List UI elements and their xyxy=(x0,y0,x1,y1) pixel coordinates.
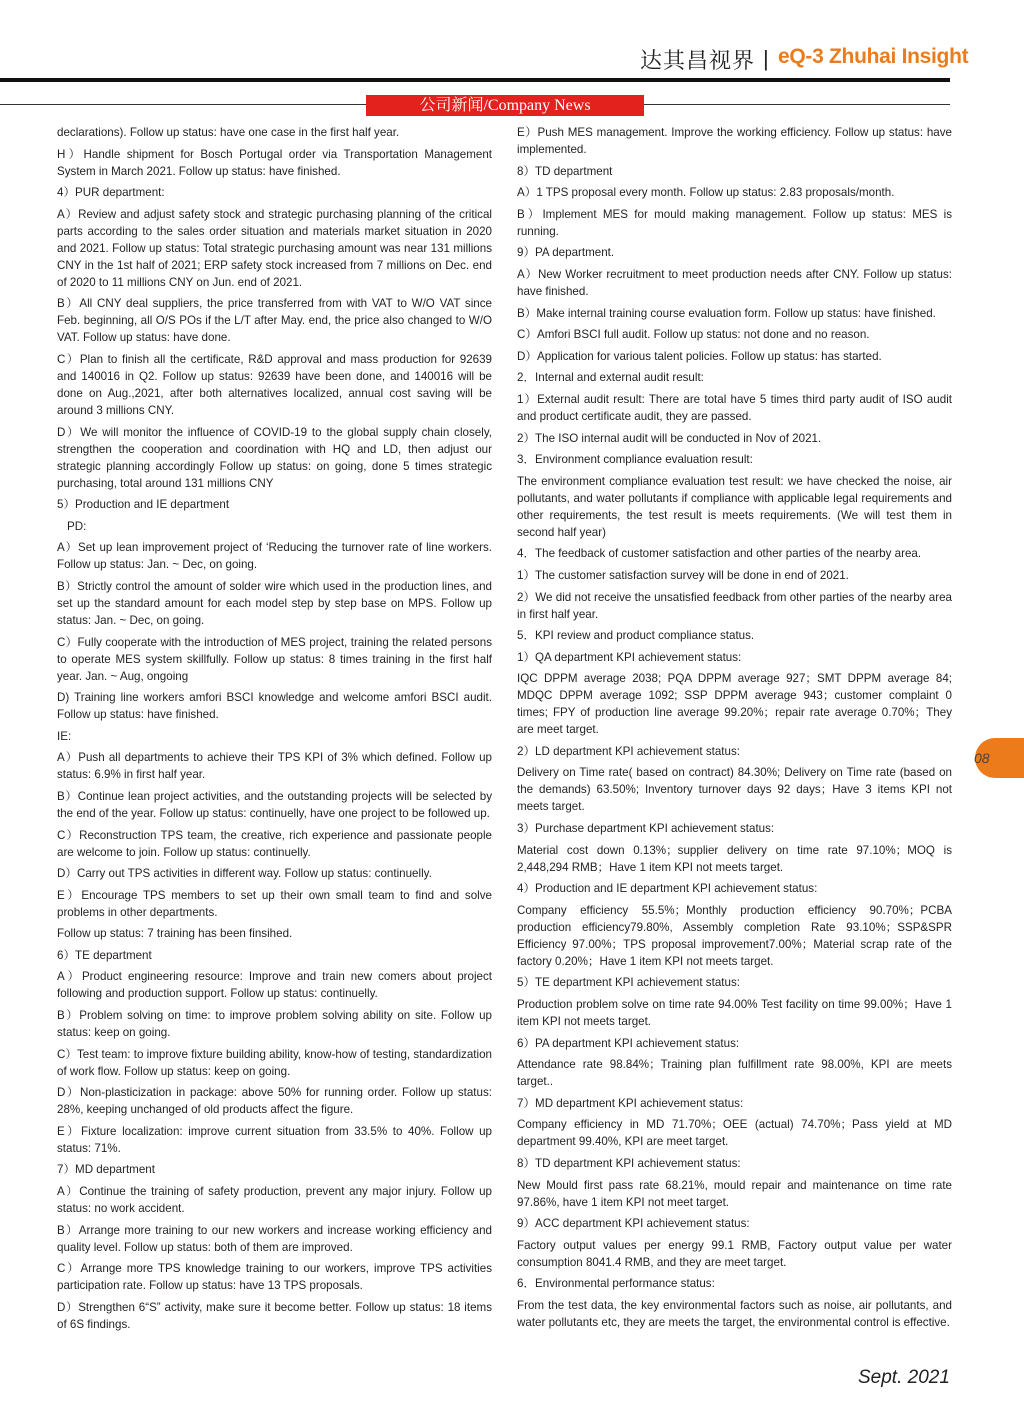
paragraph: Delivery on Time rate( based on contract) 84.30%; Delivery on Time rate (based on the demands) 63.50%; Inventory turnover days 92 days；Have 3 items KPI not meets target. xyxy=(517,766,952,814)
paragraph: A）1 TPS proposal every month. Follow up status: 2.83 proposals/month. xyxy=(517,186,895,200)
paragraph: A）Review and adjust safety stock and strategic purchasing planning of the critical parts according to the sales order situation and materials market situation in 2020 and 2021. Follow up status: Total strategic purchasing amount was near 131 millions CNY in the 1st half of 2021; ERP safety stock increased from 7 millions on Dec. end of 2020 to 11 millions CNY on Jun. end of 2021. xyxy=(57,207,492,289)
paragraph: New Mould first pass rate 68.21%, mould repair and maintenance on time rate 97.86%, have 1 item KPI not meet target. xyxy=(517,1178,952,1209)
paragraph: H）Handle shipment for Bosch Portugal order via Transportation Management System in March 2021. Follow up status: have finished. xyxy=(57,147,492,178)
paragraph: A）Set up lean improvement project of ‘Reducing the turnover rate of line workers. Follow up status: Jan. ~ Dec, on going. xyxy=(57,541,492,572)
paragraph: declarations). Follow up status: have one case in the first half year. xyxy=(57,126,400,139)
issue-date: Sept. 2021 xyxy=(858,1367,950,1388)
paragraph: A）New Worker recruitment to meet production needs after CNY. Follow up status: have finished. xyxy=(517,267,952,298)
paragraph: 4）PUR department: xyxy=(57,186,165,200)
magazine-title-chinese: 达其昌视界 xyxy=(640,49,756,74)
paragraph: 5．KPI review and product compliance status. xyxy=(517,629,755,643)
paragraph: A）Continue the training of safety production, prevent any major injury. Follow up status: no work accident. xyxy=(57,1185,492,1216)
right-column xyxy=(517,124,952,1336)
paragraph: 2）The ISO internal audit will be conducted in Nov of 2021. xyxy=(517,431,822,445)
paragraph: C）Fully cooperate with the introduction of MES project, training the related persons to operate MES system skillfully. Follow up status: 8 times training in the first half year. Jan. ~ Aug, ongoing xyxy=(57,635,492,683)
paragraph: E）Fixture localization: improve current situation from 33.5% to 40%. Follow up status: 71%. xyxy=(57,1124,492,1155)
paragraph: 8）TD department KPI achievement status: xyxy=(517,1157,741,1170)
paragraph: 2．Internal and external audit result: xyxy=(517,371,704,385)
paragraph: 6．Environmental performance status: xyxy=(517,1277,715,1291)
paragraph: B）Strictly control the amount of solder wire which used in the production lines, and set up the standard amount for each model step by step base on MPS. Follow up status: Jan. ~ Dec, on going. xyxy=(57,579,492,627)
magazine-title-english: eQ-3 Zhuhai Insight xyxy=(778,45,969,68)
paragraph: C）Plan to finish all the certificate, R&D approval and mass production for 92639 and 140016 in Q2. Follow up status: 92639 have been done, and 140016 will be done on Aug.,2021, after both alternatives localized, annual cost saving will be around 3 millions CNY. xyxy=(57,352,492,417)
paragraph: 2）We did not receive the unsatisfied feedback from other parties of the nearby area in first half year. xyxy=(517,590,952,621)
section-label-en: Company News xyxy=(487,97,591,114)
section-label-slash: / xyxy=(483,97,488,114)
paragraph: 6）TE department xyxy=(57,948,152,962)
paragraph: 4．The feedback of customer satisfaction and other parties of the nearby area. xyxy=(517,547,922,561)
paragraph: 7）MD department xyxy=(57,1163,155,1177)
paragraph: C）Test team: to improve fixture building ability, know-how of testing, standardization of work flow. Follow up status: keep on going. xyxy=(57,1047,492,1078)
header-rule-thick xyxy=(0,78,950,82)
paragraph: 1）QA department KPI achievement status: xyxy=(517,650,742,664)
left-column xyxy=(57,124,492,1337)
paragraph: B）Arrange more training to our new workers and increase working efficiency and quality level. Follow up status: both of them are improved. xyxy=(57,1223,492,1254)
paragraph: 3）Purchase department KPI achievement status: xyxy=(517,822,775,836)
paragraph: 8）TD department xyxy=(517,164,613,178)
paragraph: Factory output values per energy 99.1 RMB, Factory output value per water consumption 8041.4 RMB, and they are meet target. xyxy=(517,1238,952,1269)
paragraph: Attendance rate 98.84%；Training plan fulfillment rate 98.00%, KPI are meets target.. xyxy=(517,1058,952,1089)
paragraph: Production problem solve on time rate 94.00% Test facility on time 99.00%；Have 1 item KPI not meets target. xyxy=(517,998,952,1029)
paragraph: C）Amfori BSCI full audit. Follow up status: not done and no reason. xyxy=(517,328,870,342)
paragraph: The environment compliance evaluation test result: we have checked the noise, air pollutants, and water pollutants if compliance with applicable legal requirements and other requirements, the test result is meets requirements. (We will test them in second half year) xyxy=(517,474,952,539)
paragraph: 9）ACC department KPI achievement status: xyxy=(517,1217,750,1231)
paragraph: C）Reconstruction TPS team, the creative, rich experience and passionate people are welcome to join. Follow up status: continuelly. xyxy=(57,828,492,859)
paragraph: 4）Production and IE department KPI achievement status: xyxy=(517,882,818,896)
section-label-zh: 公司新闻 xyxy=(419,97,484,114)
paragraph: D）We will monitor the influence of COVID-19 to the global supply chain closely, strengthen the cooperation and coordination with HQ and LD, then adjust our strategic planning accordingly Follow up status: on going, done 5 times strategic purchasing, total around 131 millions CNY xyxy=(57,425,492,490)
paragraph: Company efficiency in MD 71.70%；OEE (actual) 74.70%；Pass yield at MD department 99.40%, KPI are meet target. xyxy=(517,1118,952,1149)
paragraph: A）Product engineering resource: Improve and train new comers about project following and production support. Follow up status: continuelly. xyxy=(57,970,492,1001)
paragraph: 2）LD department KPI achievement status: xyxy=(517,744,740,758)
paragraph: E）Push MES management. Improve the working efficiency. Follow up status: have implemented. xyxy=(517,126,952,156)
paragraph: 3．Environment compliance evaluation result: xyxy=(517,453,753,467)
paragraph: 1）The customer satisfaction survey will be done in end of 2021. xyxy=(517,568,849,582)
paragraph: B）All CNY deal suppliers, the price transferred from with VAT to W/O VAT since Feb. beginning, all O/S POs if the L/T after May. end, the price also changed to W/O VAT. Follow up status: have done. xyxy=(57,297,492,345)
paragraph: D）Application for various talent policies. Follow up status: has started. xyxy=(517,349,882,363)
paragraph: E）Encourage TPS members to set up their own small team to find and solve problems in other departments. xyxy=(57,888,492,919)
paragraph: IE: xyxy=(57,729,72,743)
page-number: 08 xyxy=(974,750,990,766)
paragraph: B）Implement MES for mould making management. Follow up status: MES is running. xyxy=(517,207,952,238)
paragraph: B）Continue lean project activities, and the outstanding projects will be selected by the end of the year. Follow up status: continuelly, have one project to be followed up. xyxy=(57,789,492,820)
paragraph: D）Non-plasticization in package: above 50% for running order. Follow up status: 28%, keeping unchanged of old products affect the figure. xyxy=(57,1086,492,1117)
paragraph: 7）MD department KPI achievement status: xyxy=(517,1096,744,1110)
paragraph: 1）External audit result: There are total have 5 times third party audit of ISO audit and product certificate audit, they are passed. xyxy=(517,392,952,423)
paragraph: D）Carry out TPS activities in different way. Follow up status: continuelly. xyxy=(57,867,432,881)
paragraph: 6）PA department KPI achievement status: xyxy=(517,1036,740,1050)
paragraph: C）Arrange more TPS knowledge training to our workers, improve TPS activities participation rate. Follow up status: have 13 TPS proposals. xyxy=(57,1262,492,1293)
paragraph: D）Strengthen 6“S” activity, make sure it become better. Follow up status: 18 items of 6S findings. xyxy=(57,1300,492,1331)
paragraph: 5）TE department KPI achievement status: xyxy=(517,976,740,990)
paragraph: B）Problem solving on time: to improve problem solving ability on site. Follow up status: keep on going. xyxy=(57,1009,492,1040)
header-separator: | xyxy=(763,46,769,71)
paragraph: Material cost down 0.13%；supplier delivery on time rate 97.10%；MOQ is 2,448,294 RMB；Have 1 item KPI not meets target. xyxy=(517,843,952,874)
paragraph: Follow up status: 7 training has been finsihed. xyxy=(57,927,293,941)
section-label xyxy=(366,95,644,116)
paragraph: Company efficiency 55.5%；Monthly production efficiency 90.70%；PCBA production efficiency79.80%, Assembly completion Rate 93.10%；SSP&SPR Efficiency 97.00%；TPS proposal improvement7.00%；Material scrap rate of the factory 0.20%；Have 1 item KPI not meets target. xyxy=(517,903,952,968)
paragraph: B）Make internal training course evaluation form. Follow up status: have finished. xyxy=(517,306,936,320)
paragraph: D) Training line workers amfori BSCI knowledge and welcome amfori BSCI audit. Follow up status: have finished. xyxy=(57,691,492,722)
paragraph: 9）PA department. xyxy=(517,246,615,260)
paragraph: From the test data, the key environmental factors such as noise, air pollutants, and water pollutants etc, they are meets the target, the environmental control is effective. xyxy=(517,1298,952,1329)
paragraph: PD: xyxy=(67,519,87,533)
paragraph: A）Push all departments to achieve their TPS KPI of 3% which defined. Follow up status: 6.9% in first half year. xyxy=(57,751,492,782)
paragraph: IQC DPPM average 2038; PQA DPPM average 927；SMT DPPM average 84; MDQC DPPM average 1092; SSP DPPM average 943；customer complaint 0 times; FPY of production line average 99.20%；repair rate average 0.70%；They are meet target. xyxy=(517,672,952,737)
paragraph: 5）Production and IE department xyxy=(57,498,230,512)
